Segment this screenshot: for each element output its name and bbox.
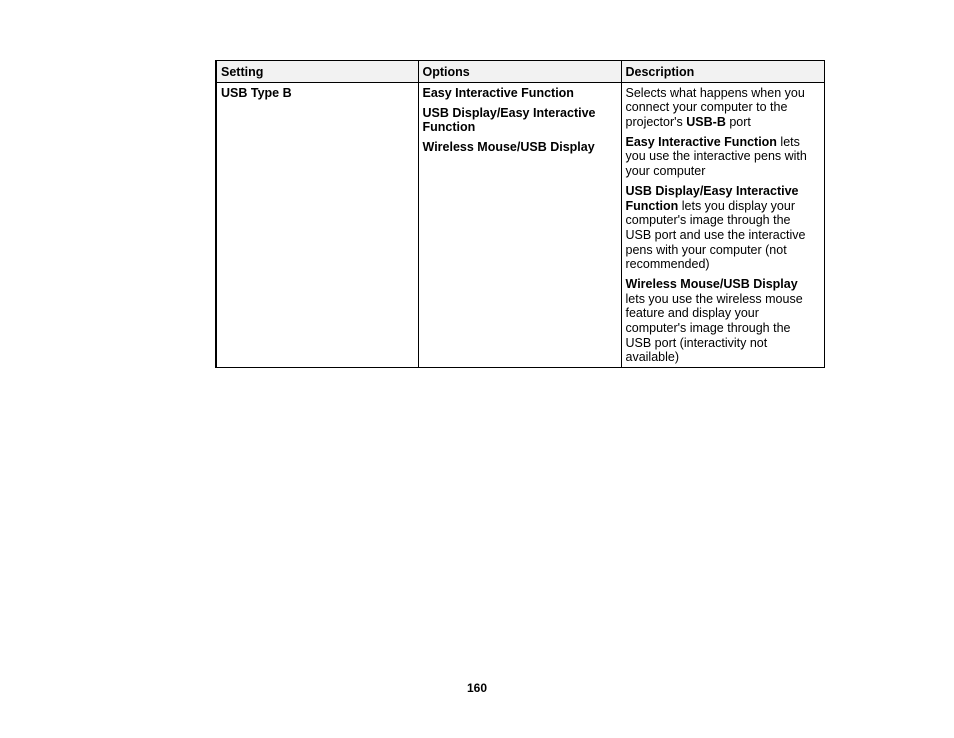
option-easy-interactive-function: Easy Interactive Function: [422, 85, 574, 100]
setting-cell: [216, 82, 418, 367]
usb-b-port-term: USB-B: [686, 114, 726, 129]
description-term: USB Display/Easy Interactive Function: [625, 184, 799, 213]
description-term: Easy Interactive Function: [625, 134, 777, 149]
table-row: [216, 82, 824, 367]
description-item-wireless-mouse: [626, 277, 820, 365]
description-intro-text: Selects what happens when you connect your computer to the projector's: [625, 85, 805, 129]
description-intro-end: port: [729, 114, 751, 129]
column-header-setting: Setting: [216, 61, 418, 83]
description-item-usb-display-easy-interactive: [626, 184, 820, 272]
description-text: lets you display your computer's image through the USB port and use the interactive pens with your computer (not recommended): [625, 198, 806, 272]
description-text: lets you use the interactive pens with your computer: [625, 134, 807, 179]
description-cell: [621, 82, 824, 367]
option-wireless-mouse-usb-display: Wireless Mouse/USB Display: [422, 140, 595, 155]
description-item-easy-interactive: [626, 135, 820, 179]
option-usb-display-easy-interactive-function: USB Display/Easy Interactive Function: [422, 105, 596, 135]
description-intro: [626, 86, 820, 130]
table-header-row: [216, 61, 824, 83]
description-text: lets you use the wireless mouse feature and display your computer's image through the USB port (interactivity not available): [625, 291, 803, 365]
column-header-description: Description: [621, 61, 824, 83]
page-number: 160: [466, 681, 488, 695]
setting-name: USB Type B: [221, 85, 292, 100]
description-term: Wireless Mouse/USB Display: [625, 277, 798, 292]
settings-table: [215, 60, 825, 368]
options-cell: [418, 82, 621, 367]
column-header-options: Options: [418, 61, 621, 83]
